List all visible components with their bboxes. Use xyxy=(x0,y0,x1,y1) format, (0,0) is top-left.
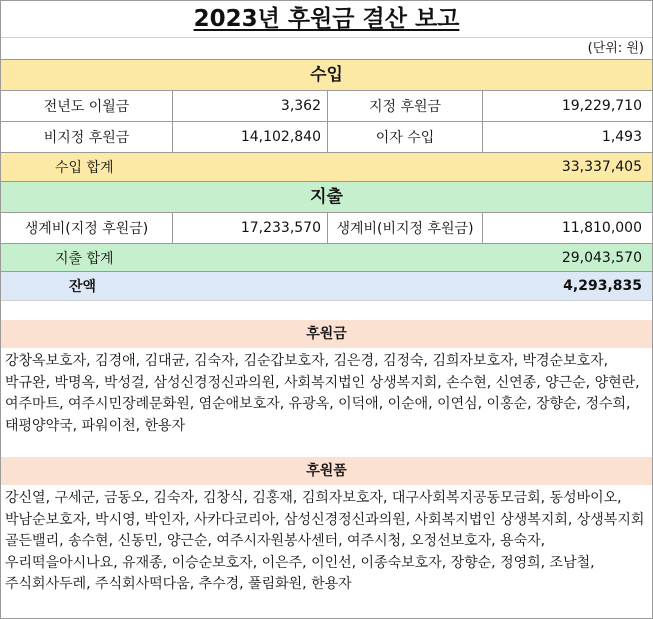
balance-value: 4,293,835 xyxy=(563,278,642,294)
donations-header: 후원금 xyxy=(1,320,652,348)
income-value-carryover: 3,362 xyxy=(173,91,328,121)
income-total-label: 수입 합계 xyxy=(55,160,114,176)
report-title: 2023년 후원금 결산 보고 xyxy=(193,6,460,32)
donations-names: 강창옥보호자, 김경애, 김대균, 김숙자, 김순갑보호자, 김은경, 김정숙, 김희자보호자, 박경순보호자, 박규완, 박명옥, 박성걸, 삼성신경정신과의원, 사회복지법인 상생복지회, 손수현, 신연종, 양근순, 양현란, 여주마트, 여주시민장례문화원, 염순애보호자, 유광옥, 이덕애, 이순애, 이연심, 이홍순, 장향순, 정수희, 태평양약국, 파워이천, 한용자 xyxy=(5,353,640,434)
balance-label: 잔액 xyxy=(69,279,97,295)
income-row-1 xyxy=(1,90,652,121)
income-value-interest: 1,493 xyxy=(601,129,642,145)
income-label-designated: 지정 후원금 xyxy=(328,91,483,121)
goods-header: 후원품 xyxy=(1,457,652,485)
expense-header: 지출 xyxy=(1,181,652,212)
expense-value-undesignated: 11,810,000 xyxy=(561,220,642,236)
expense-value-designated: 17,233,570 xyxy=(173,213,328,243)
expense-total-row xyxy=(1,243,652,271)
spacer-row xyxy=(1,300,652,320)
unit-note: (단위: 원) xyxy=(1,37,652,59)
income-total-row xyxy=(1,152,652,181)
income-label-undesignated: 비지정 후원금 xyxy=(1,122,173,152)
expense-row-1 xyxy=(1,212,652,243)
income-value-designated: 19,229,710 xyxy=(561,98,642,114)
report-title-row xyxy=(1,1,652,37)
income-header: 수입 xyxy=(1,59,652,90)
expense-label-designated: 생계비(지정 후원금) xyxy=(1,213,173,243)
income-row-2 xyxy=(1,121,652,152)
income-total-value: 33,337,405 xyxy=(561,159,642,175)
income-value-undesignated: 14,102,840 xyxy=(173,122,328,152)
expense-total-value: 29,043,570 xyxy=(561,249,642,266)
income-label-interest: 이자 수입 xyxy=(328,122,483,152)
balance-row xyxy=(1,271,652,300)
goods-names: 강신열, 구세군, 금동오, 김숙자, 김창식, 김홍재, 김희자보호자, 대구사회복지공동모금회, 동성바이오, 박남순보호자, 박시영, 박인자, 사카다코리아, 삼성신경정신과의원, 사회복지법인 상생복지회, 상생복지회 골든밸리, 송수현, 신동민, 양근순, 여주시자원봉사센터, 여주시청, 오정선보호자, 용숙자, 우리떡을아시나요, 유재종, 이승순보호자, 이은주, 이인선, 이종숙보호자, 장향순, 정영희, 조남철, 주식회사두레, 주식회사떡다움, 추수경, 풀림화원, 한용자 xyxy=(5,490,645,592)
expense-total-label: 지출 합계 xyxy=(55,250,114,267)
expense-label-undesignated: 생계비(비지정 후원금) xyxy=(328,213,483,243)
income-label-carryover: 전년도 이월금 xyxy=(1,91,173,121)
